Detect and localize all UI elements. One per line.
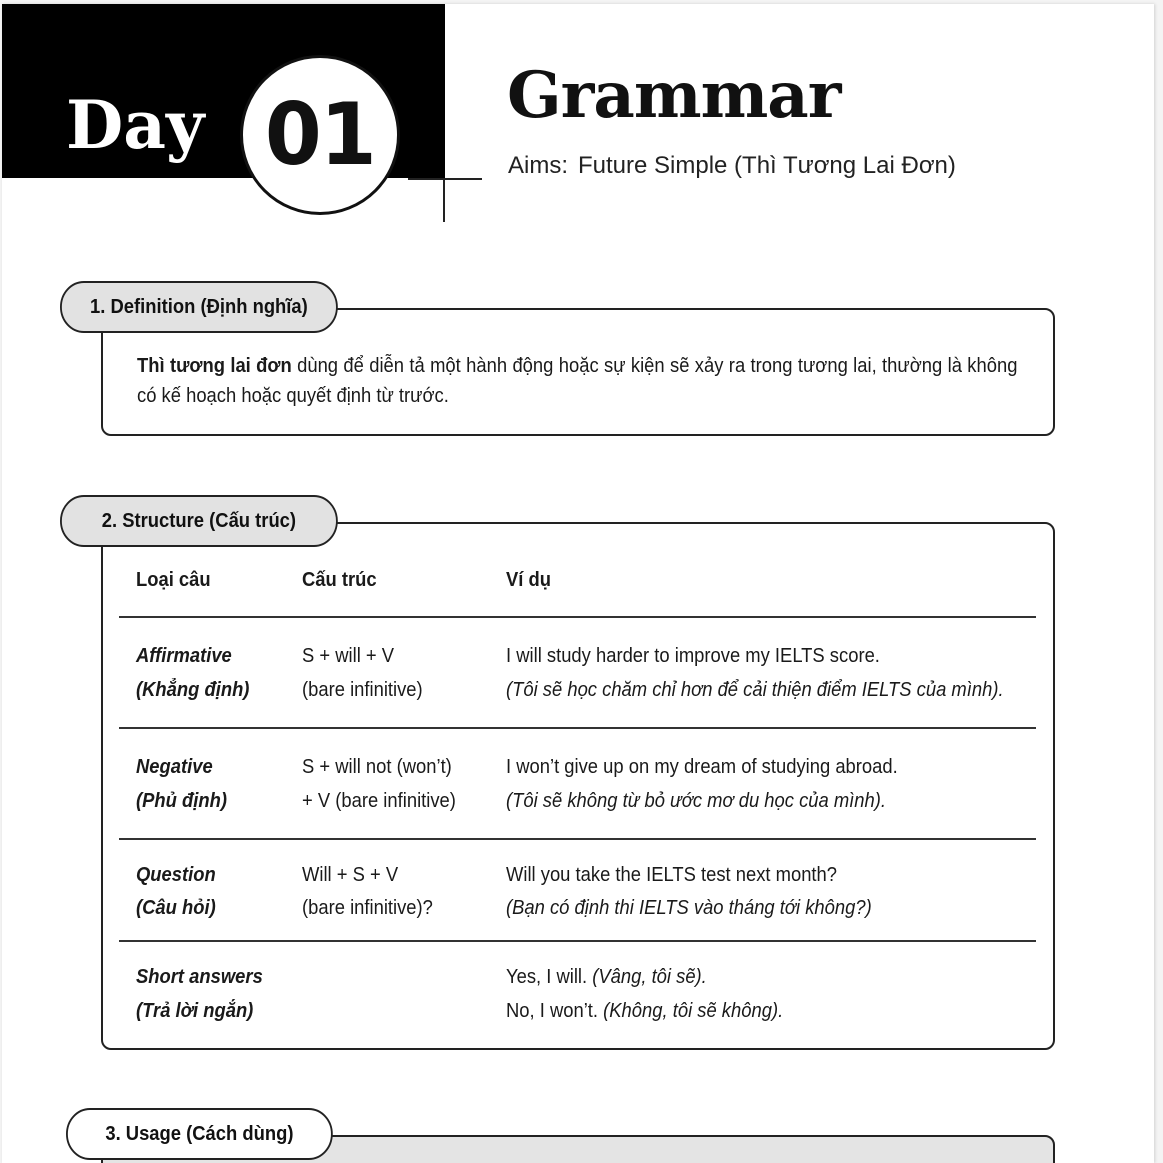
row-type-vi: (Trả lời ngắn) xyxy=(136,1000,254,1022)
row-type: Affirmative xyxy=(136,645,232,667)
structure-heading-text: 2. Structure (Cấu trúc) xyxy=(101,509,297,532)
table-rule xyxy=(119,838,1036,840)
day-number-badge xyxy=(240,55,400,215)
row-example: I will study harder to improve my IELTS score. xyxy=(506,645,880,667)
aims-label: Aims: xyxy=(508,152,568,179)
row-type-vi: (Câu hỏi) xyxy=(136,897,216,919)
definition-body: dùng để diễn tả một hành động hoặc sự kiện sẽ xảy ra trong tương lai, thường là không có kế hoạch hoặc quyết định từ trước. xyxy=(137,355,1018,407)
row-type: Short answers xyxy=(136,966,263,988)
row-type: Question xyxy=(136,864,216,886)
table-rule xyxy=(119,616,1036,618)
column-header-example: Ví dụ xyxy=(506,569,551,591)
row-type: Negative xyxy=(136,756,213,778)
definition-heading xyxy=(60,281,338,333)
usage-heading-text: 3. Usage (Cách dùng) xyxy=(105,1122,294,1145)
row-structure-cont: + V (bare infinitive) xyxy=(302,790,456,812)
column-header-type: Loại câu xyxy=(136,569,211,591)
row-example-vi: (Bạn có định thi IELTS vào tháng tới không?) xyxy=(506,897,872,919)
row-type-vi: (Phủ định) xyxy=(136,790,227,812)
short-answer-yes-text: Yes, I will. xyxy=(506,966,588,988)
short-answer-yes xyxy=(506,965,707,989)
header-divider-vertical xyxy=(443,178,445,222)
row-structure: Will + S + V xyxy=(302,864,399,886)
short-answer-yes-vi: (Vâng, tôi sẽ). xyxy=(592,966,707,988)
definition-heading-text: 1. Definition (Định nghĩa) xyxy=(90,295,308,318)
row-structure: S + will not (won’t) xyxy=(302,756,452,778)
usage-heading xyxy=(66,1108,333,1160)
page-title: Grammar xyxy=(507,58,841,133)
aims-line xyxy=(508,152,956,180)
document-page xyxy=(2,4,1154,1163)
table-rule xyxy=(119,940,1036,942)
definition-bold-lead: Thì tương lai đơn xyxy=(137,355,292,377)
row-structure-cont: (bare infinitive) xyxy=(302,679,423,701)
row-example: I won’t give up on my dream of studying abroad. xyxy=(506,756,898,778)
row-example: Will you take the IELTS test next month? xyxy=(506,864,838,886)
short-answer-no xyxy=(506,999,783,1023)
column-header-structure: Cấu trúc xyxy=(302,569,377,591)
row-example-vi: (Tôi sẽ không từ bỏ ước mơ du học của mình). xyxy=(506,790,887,812)
row-structure-cont: (bare infinitive)? xyxy=(302,897,433,919)
row-structure: S + will + V xyxy=(302,645,395,667)
definition-text xyxy=(137,351,1017,411)
short-answer-no-vi: (Không, tôi sẽ không). xyxy=(603,1000,784,1022)
day-number: 01 xyxy=(265,85,375,185)
table-rule xyxy=(119,727,1036,729)
aims-text: Future Simple (Thì Tương Lai Đơn) xyxy=(578,152,956,179)
day-label: Day xyxy=(66,86,205,164)
short-answer-no-text: No, I won’t. xyxy=(506,1000,599,1022)
row-example-vi: (Tôi sẽ học chăm chỉ hơn để cải thiện điểm IELTS của mình). xyxy=(506,679,1004,701)
row-type-vi: (Khẳng định) xyxy=(136,679,250,701)
header-divider-horizontal xyxy=(408,178,482,180)
structure-heading xyxy=(60,495,338,547)
